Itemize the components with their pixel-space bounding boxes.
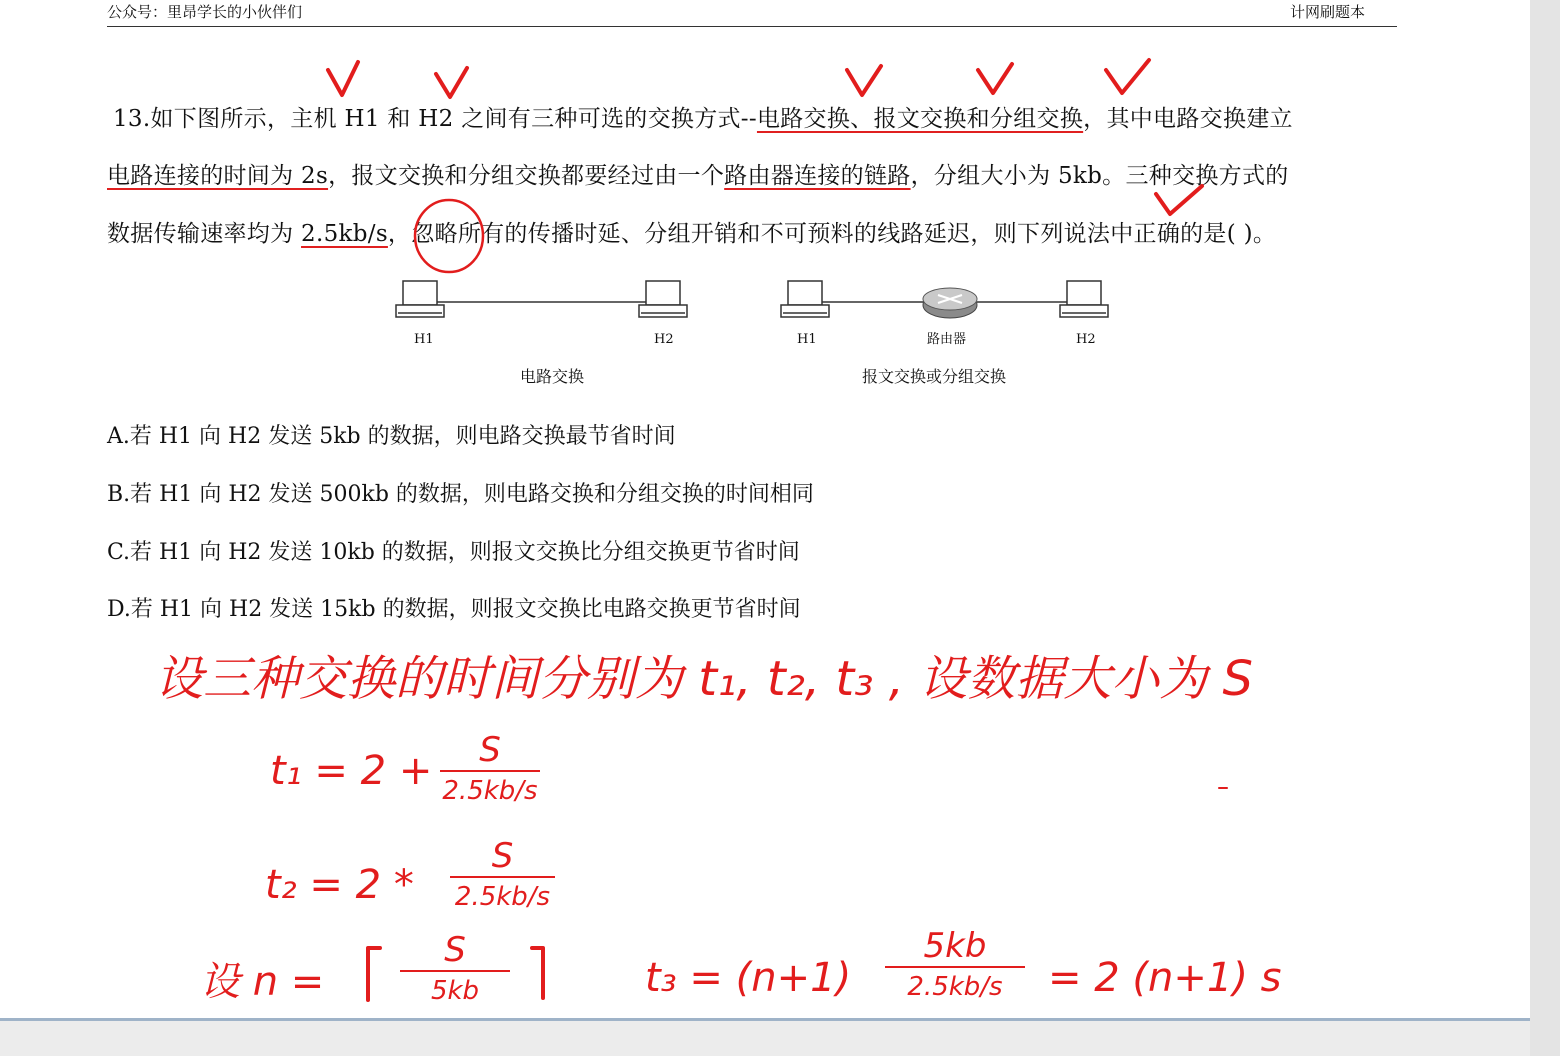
question-text: ，报文交换和分组交换都要经过由一个 xyxy=(328,163,725,189)
t2-fraction xyxy=(450,836,555,912)
fraction-bar xyxy=(440,770,540,772)
fraction-denominator: 2.5kb/s xyxy=(454,882,551,912)
t1-lhs: t₁ = 2 + xyxy=(270,748,433,794)
checkmark-icon xyxy=(847,66,881,95)
question-text: 数据传输速率均为 xyxy=(107,221,294,247)
t3-lhs: t₃ = (n+1) xyxy=(645,955,852,1001)
header-left-text: 公众号：里昂学长的小伙伴们 xyxy=(107,3,303,21)
question-text: 13.如下图所示，主机 H1 和 H2 之间有三种可选的交换方式-- xyxy=(113,106,757,132)
option-c: C.若 H1 向 H2 发送 10kb 的数据，则报文交换比分组交换更节省时间 xyxy=(107,540,800,565)
t3-fraction xyxy=(885,926,1025,1002)
n-fraction xyxy=(400,930,510,1006)
host-label: H2 xyxy=(654,332,674,347)
option-a: A.若 H1 向 H2 发送 5kb 的数据，则电路交换最节省时间 xyxy=(107,424,676,449)
underlined-phrase: 电路连接的时间为 2s xyxy=(107,163,329,189)
host-label: H1 xyxy=(414,332,434,347)
underlined-phrase: 2.5kb/s xyxy=(301,221,388,247)
checkmark-icon xyxy=(436,68,467,97)
option-d: D.若 H1 向 H2 发送 15kb 的数据，则报文交换比电路交换更节省时间 xyxy=(107,597,801,622)
question-text: ，忽略所有的传播时延、分组开销和不可预料的线路延迟，则下列说法中正确的是( )。 xyxy=(387,221,1277,247)
fraction-numerator: S xyxy=(491,836,514,876)
viewer-background xyxy=(1530,0,1560,1056)
fraction-numerator: 5kb xyxy=(923,926,987,966)
fraction-numerator: S xyxy=(444,930,466,970)
checkmark-icon xyxy=(978,64,1012,93)
t2-lhs: t₂ = 2 * xyxy=(265,862,414,908)
t3-rhs: = 2 (n+1) s xyxy=(1048,955,1282,1001)
figure-caption: 报文交换或分组交换 xyxy=(862,367,1007,386)
checkmark-icon xyxy=(1156,186,1202,214)
underlined-phrase: 电路交换、报文交换和分组交换 xyxy=(756,106,1084,132)
host-label: H1 xyxy=(797,332,817,347)
fraction-bar xyxy=(885,966,1025,968)
fraction-denominator: 2.5kb/s xyxy=(907,972,1003,1002)
handwritten-intro: 设三种交换的时间分别为 t₁, t₂, t₃ , 设数据大小为 S xyxy=(155,651,1253,707)
option-b: B.若 H1 向 H2 发送 500kb 的数据，则电路交换和分组交换的时间相同 xyxy=(107,482,814,507)
host-label: H2 xyxy=(1076,332,1096,347)
fraction-bar xyxy=(400,970,510,972)
fraction-numerator: S xyxy=(479,730,501,770)
page-edge xyxy=(0,1018,1530,1021)
header-right-text: 计网刷题本 xyxy=(1289,3,1365,21)
underlined-phrase: 路由器连接的链路 xyxy=(724,163,911,189)
n-lhs: 设 n = xyxy=(200,959,325,1005)
question-text: ，分组大小为 5kb。三种交换方式的 xyxy=(910,163,1289,189)
t1-fraction xyxy=(440,730,540,806)
checkmark-icon xyxy=(328,62,358,95)
router-label: 路由器 xyxy=(927,332,967,347)
circle-mark-icon xyxy=(415,200,483,272)
fraction-bar xyxy=(450,876,555,878)
fraction-denominator: 2.5kb/s xyxy=(442,776,538,806)
question-text: ，其中电路交换建立 xyxy=(1083,106,1293,132)
figure-caption: 电路交换 xyxy=(520,367,585,386)
checkmark-icon xyxy=(1106,60,1149,93)
fraction-denominator: 5kb xyxy=(430,976,480,1006)
